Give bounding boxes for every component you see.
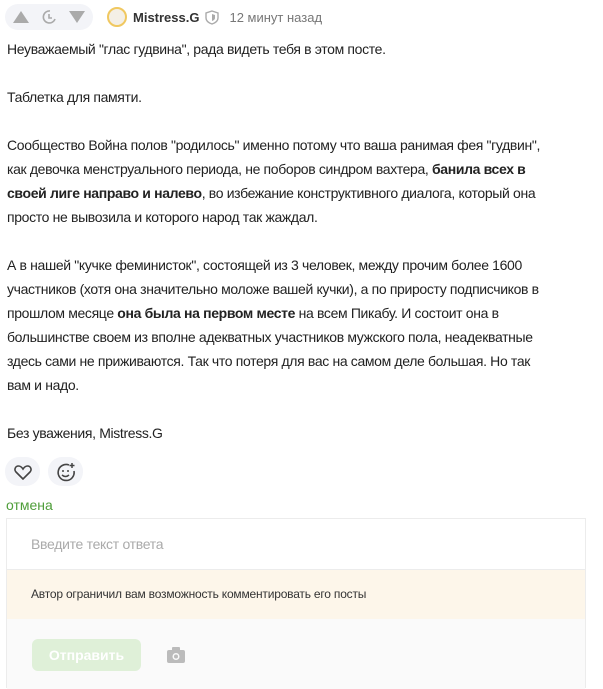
reply-form	[6, 518, 586, 688]
heart-icon	[14, 464, 32, 480]
text-line: своей лиге направо и налево, во избежание конструктивного диалога, который она	[7, 185, 536, 201]
comment-actions	[5, 457, 83, 486]
text-line: участников (хотя она значительно моложе вашей кучки), а по приросту подписчиков в	[7, 281, 539, 297]
text-line: прошлом месяце она была на первом месте на всем Пикабу. И состоит она в	[7, 305, 499, 321]
upvote-button[interactable]	[11, 7, 31, 27]
text-line: большинстве своем из вполне адекватных участников мужского пола, неадекватные	[7, 329, 533, 345]
smile-plus-icon	[56, 462, 76, 482]
text-line: здесь сами не приживаются. Так что потеря для вас на самом деле большая. Но так	[7, 353, 531, 369]
author-info	[107, 7, 322, 27]
add-reaction-button[interactable]	[48, 457, 83, 486]
camera-icon[interactable]	[167, 647, 185, 663]
text-line: просто не вывозила и которого народ так жаждал.	[7, 209, 318, 225]
signature: Без уважения, Mistress.G	[7, 425, 163, 441]
comment-time[interactable]: 12 минут назад	[229, 9, 323, 25]
text-line: вам и надо.	[7, 377, 79, 393]
rating-hidden-button[interactable]	[39, 7, 59, 27]
bold-text: своей лиге направо и налево	[7, 185, 202, 201]
clock-icon	[41, 9, 57, 25]
bold-text: банила всех в	[432, 161, 526, 177]
paragraph: Неуважаемый "глас гудвина", рада видеть тебя в этом посте.	[7, 41, 386, 57]
text-line: Сообщество Война полов "родилось" именно потому что ваша ранимая фея "гудвин",	[7, 137, 541, 153]
author-name[interactable]: Mistress.G	[133, 9, 200, 25]
arrow-up-icon	[13, 10, 29, 24]
text-line: А в нашей "кучке феминисток", состоящей из 3 человек, между прочим более 1600	[7, 257, 522, 273]
arrow-down-icon	[69, 10, 85, 24]
reply-input[interactable]: Введите текст ответа	[7, 519, 585, 570]
like-button[interactable]	[5, 457, 40, 486]
avatar[interactable]	[107, 7, 127, 27]
text-line: как девочка менструального периода, не поборов синдром вахтера, банила всех в	[7, 161, 526, 177]
comment-header	[5, 4, 322, 30]
send-button[interactable]: Отправить	[32, 639, 141, 671]
comment-body	[7, 37, 540, 445]
restriction-notice: Автор ограничил вам возможность комментировать его посты	[7, 570, 585, 619]
paragraph: Таблетка для памяти.	[7, 89, 142, 105]
shield-icon	[205, 10, 219, 25]
vote-controls	[5, 4, 93, 30]
cancel-link[interactable]: отмена	[6, 497, 53, 513]
bold-text: она была на первом месте	[117, 305, 296, 321]
downvote-button[interactable]	[67, 7, 87, 27]
form-footer	[7, 619, 585, 689]
